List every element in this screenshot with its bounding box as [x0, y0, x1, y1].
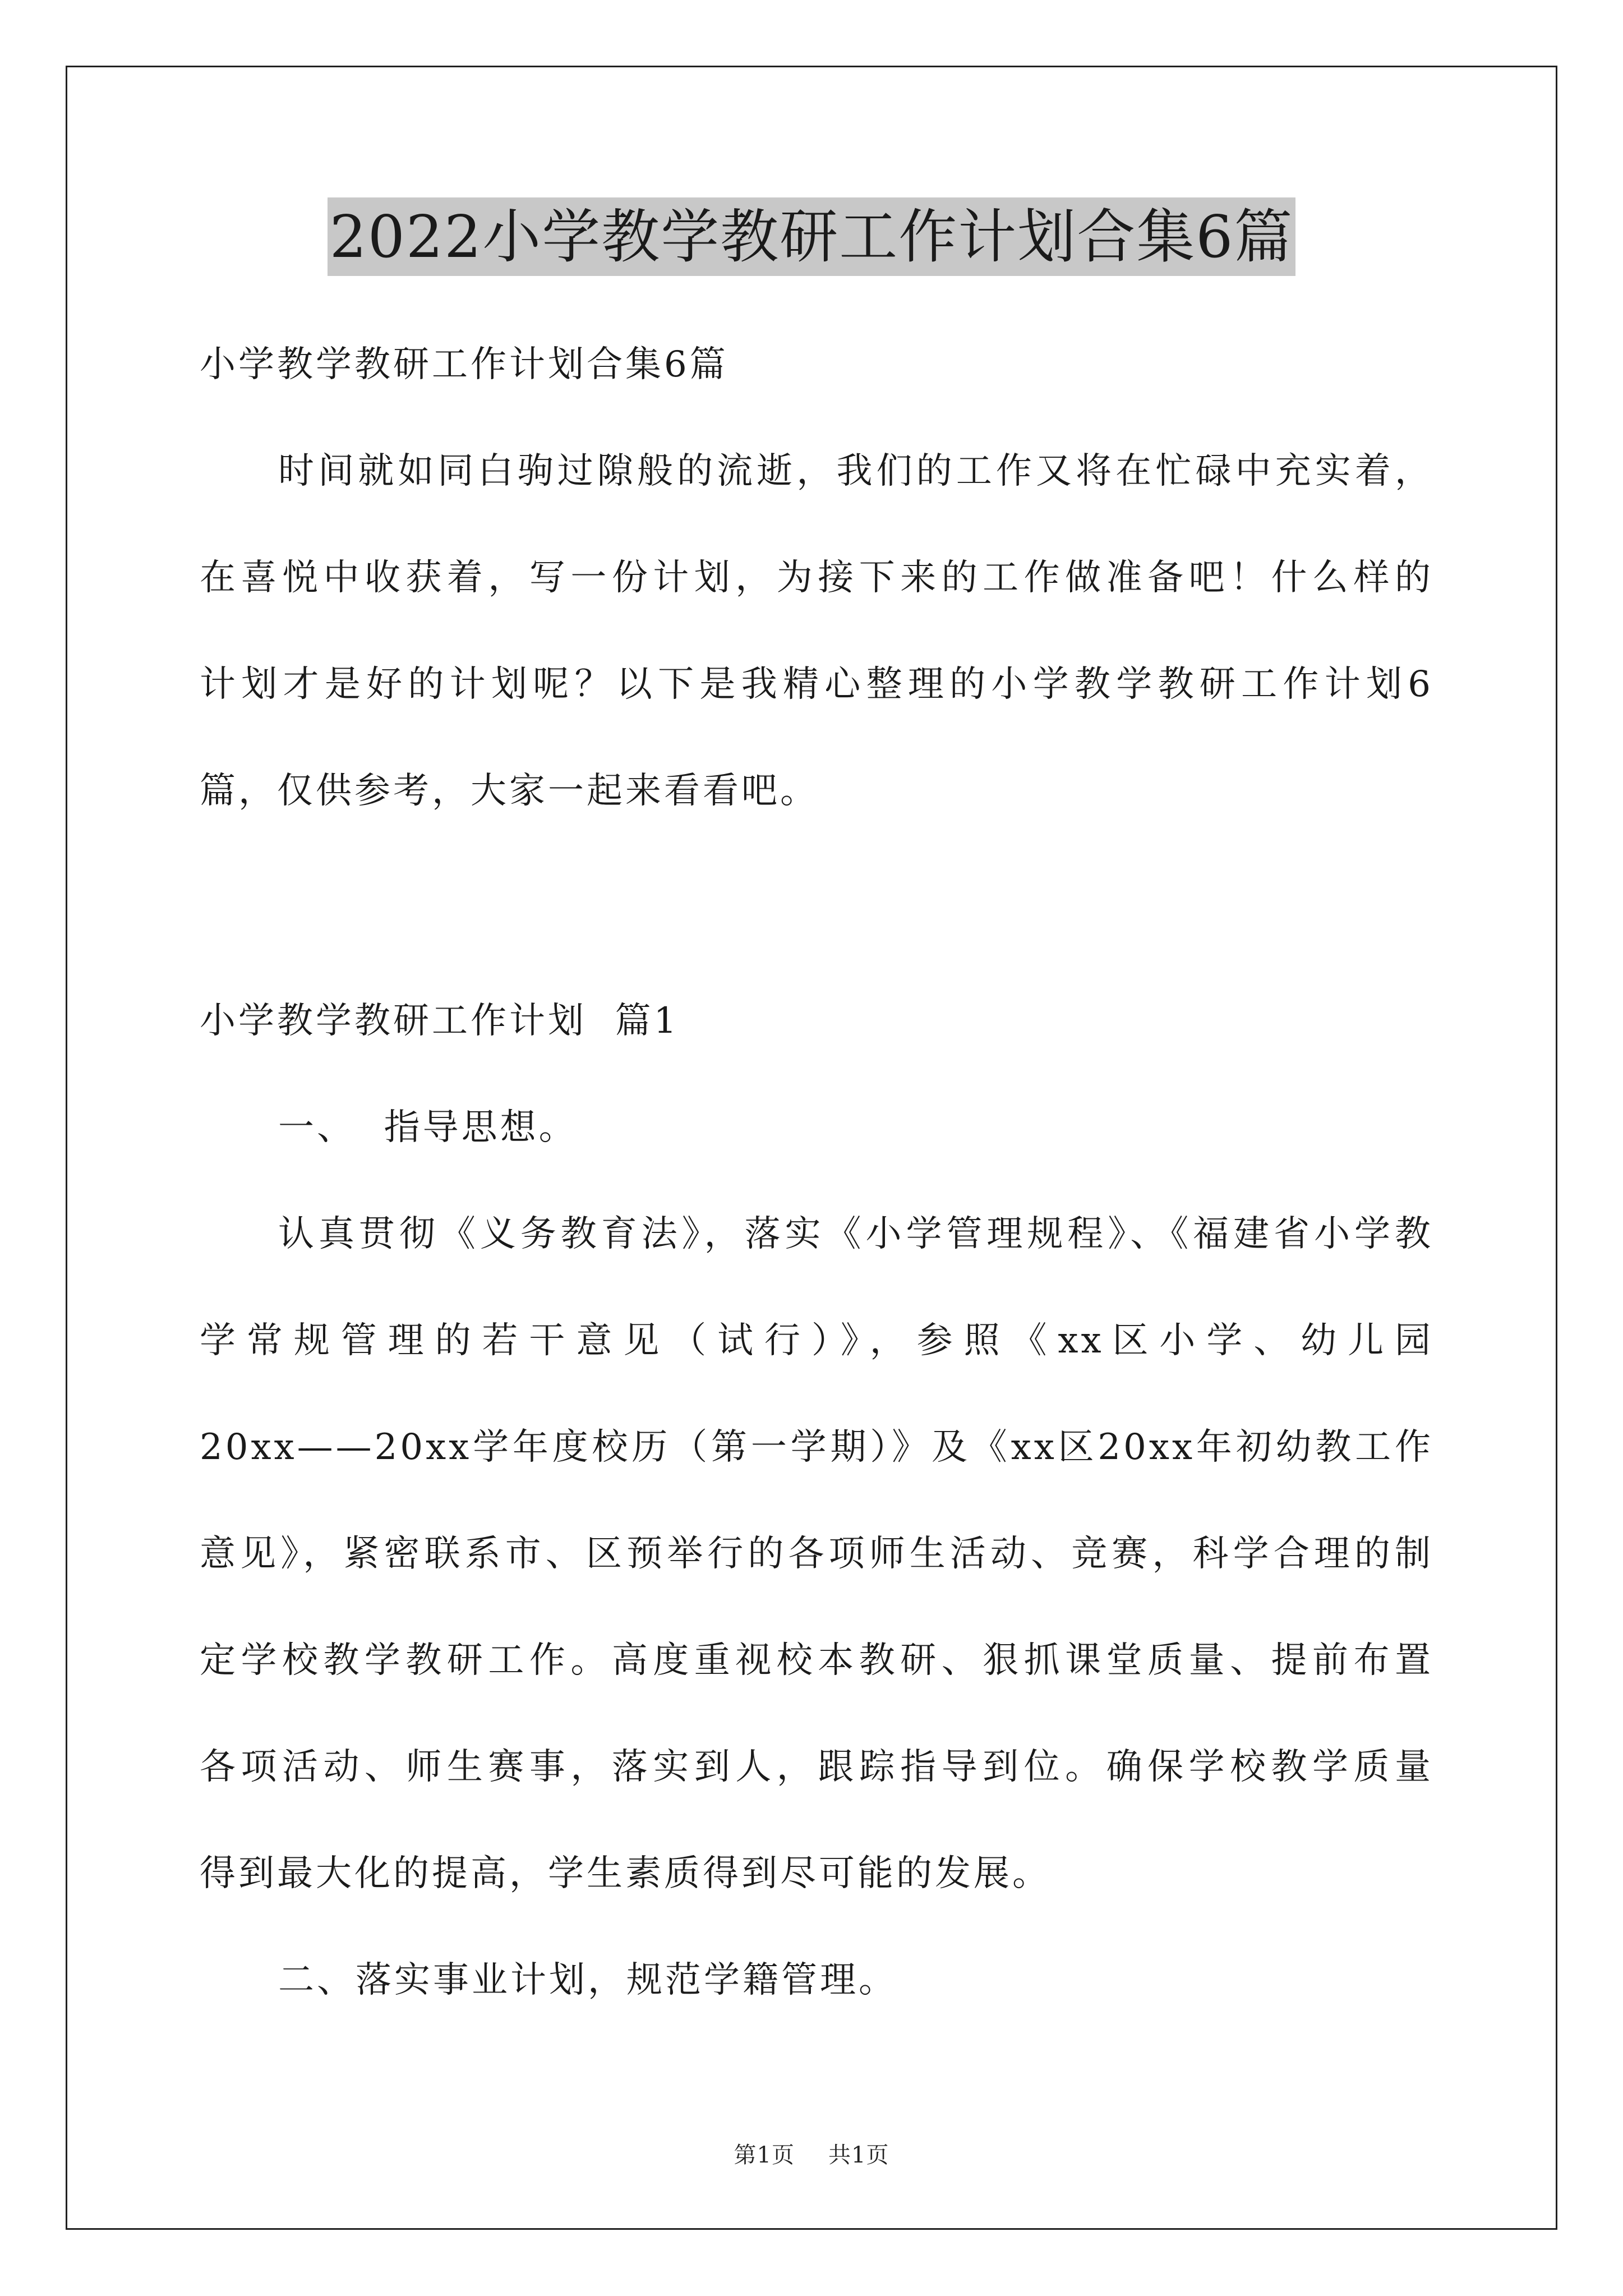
paragraph-line: 认真贯彻《义务教育法》，落实《小学管理规程》、《福建省小学教 [278, 1213, 1433, 1255]
point-heading: 二、落实事业计划，规范学籍管理。 [278, 1959, 897, 2001]
subtitle: 小学教学教研工作计划合集6篇 [200, 344, 728, 385]
title-container [0, 197, 1623, 276]
intro-line: 时间就如同白驹过隙般的流逝，我们的工作又将在忙碌中充实着， [278, 450, 1433, 492]
page-number: 第1页 [734, 2142, 795, 2168]
point-heading: 一、 指导思想。 [278, 1107, 578, 1148]
section-heading: 小学教学教研工作计划 篇1 [200, 1000, 680, 1042]
intro-line: 计划才是好的计划呢？以下是我精心整理的小学教学教研工作计划6 [200, 664, 1433, 705]
document-title: 2022小学教学教研工作计划合集6篇 [328, 197, 1296, 276]
paragraph-line: 20xx——20xx学年度校历（第一学期）》及《xx区20xx年初幼教工作 [200, 1427, 1433, 1468]
paragraph-line: 意见》，紧密联系市、区预举行的各项师生活动、竞赛，科学合理的制 [200, 1533, 1433, 1575]
document-body [200, 311, 1433, 844]
section-1 [200, 968, 1433, 2033]
paragraph-line: 得到最大化的提高，学生素质得到尽可能的发展。 [200, 1853, 1051, 1894]
paragraph-line: 学常规管理的若干意见（试行）》，参照《xx区小学、幼儿园 [200, 1320, 1433, 1361]
paragraph-line: 定学校教学教研工作。高度重视校本教研、狠抓课堂质量、提前布置 [200, 1640, 1433, 1681]
intro-line: 在喜悦中收获着，写一份计划，为接下来的工作做准备吧！什么样的 [200, 557, 1433, 599]
intro-line: 篇，仅供参考，大家一起来看看吧。 [200, 770, 819, 812]
page-total: 共1页 [828, 2142, 889, 2168]
page-footer [0, 2137, 1623, 2169]
paragraph-line: 各项活动、师生赛事，落实到人，跟踪指导到位。确保学校教学质量 [200, 1746, 1433, 1788]
